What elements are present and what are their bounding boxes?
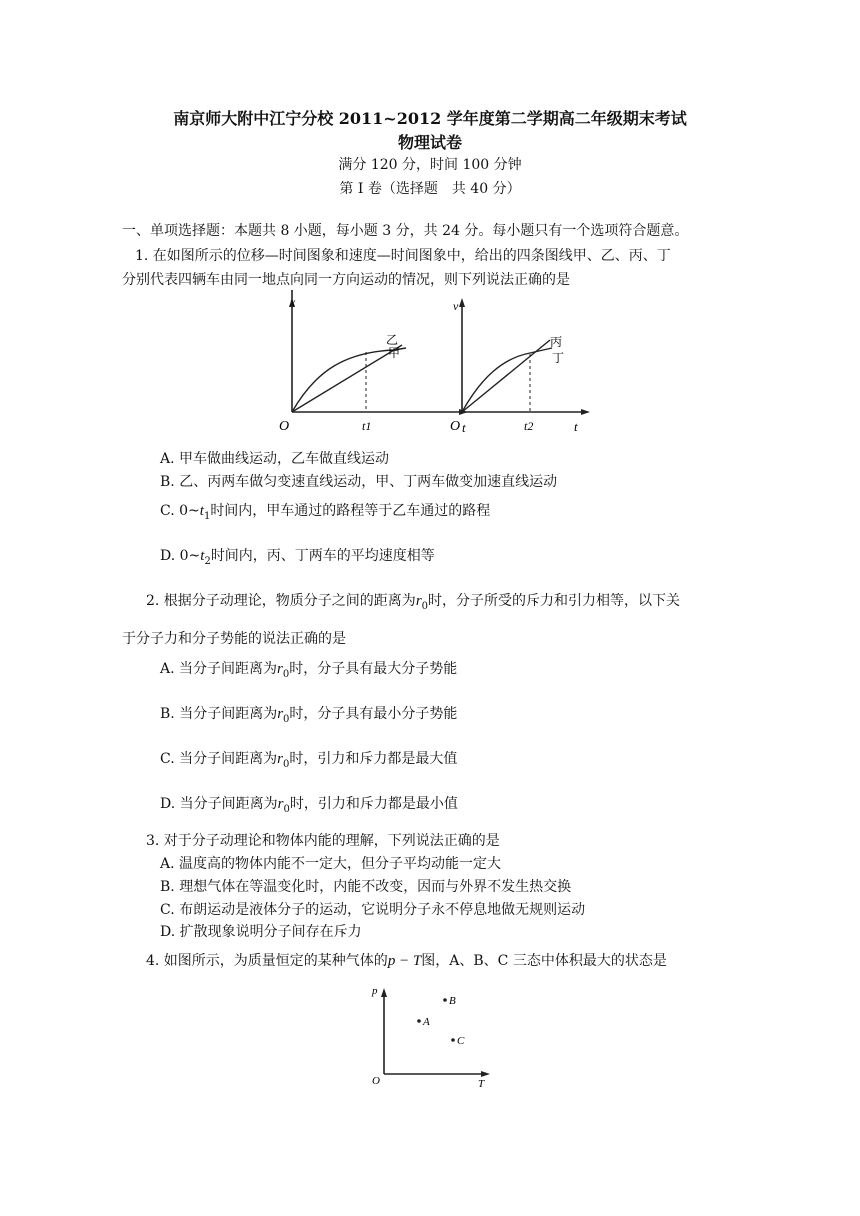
q1-option-c: C. $0\sim t_1$时间内，甲车通过的路程等于乙车通过的路程 (160, 503, 491, 522)
q3-stem: 3. 对于分子动理论和物体内能的理解，下列说法正确的是 (146, 833, 500, 849)
q1-stem-line2: 分别代表四辆车由同一地点向同一方向运动的情况，则下列说法正确的是 (122, 272, 570, 288)
q4-x-arrow (481, 1071, 490, 1077)
q1-xt-label-yi: 乙 (386, 333, 399, 347)
q1-vt-graph (446, 290, 646, 440)
q3-option-b: B. 理想气体在等温变化时，内能不改变，因而与外界不发生热交换 (160, 879, 572, 895)
q1-vt-origin: O (450, 419, 461, 434)
q1-vt-x-arrow (581, 409, 590, 415)
q1-vt-tick: t2 (524, 419, 534, 433)
q1-vt-label-ding: 丁 (552, 351, 565, 365)
q1-xt-tick: t1 (362, 419, 372, 433)
q4-point-c-label: C (457, 1035, 465, 1047)
part-heading: 第 I 卷（选择题 共 40 分） (339, 181, 521, 197)
q4-y-label: p (372, 985, 378, 997)
q1-option-d: D. $0\sim t_2$时间内，丙、丁两车的平均速度相等 (160, 548, 435, 567)
q2-option-a: A. 当分子间距离为$r_0$时，分子具有最大分子势能 (160, 661, 458, 680)
q4-point-a-label: A (423, 1016, 430, 1028)
q1-xt-label-jia: 甲 (388, 346, 401, 360)
q4-stem: 4. 如图所示，为质量恒定的某种气体的p − T图，A、B、C 三态中体积最大的状态是 (146, 953, 667, 969)
q4-origin: O (372, 1075, 380, 1087)
q2-option-d: D. 当分子间距离为$r_0$时，引力和斥力都是最小值 (160, 796, 458, 815)
q1-xt-origin: O (279, 419, 290, 434)
q3-option-d: D. 扩散现象说明分子间存在斥力 (160, 924, 362, 940)
q4-x-label: T (478, 1078, 485, 1090)
q4-pt-graph (366, 980, 506, 1090)
q2-option-c: C. 当分子间距离为$r_0$时，引力和斥力都是最大值 (160, 751, 458, 770)
paper-title: 南京师大附中江宁分校 2011~2012 学年度第二学期高二年级期末考试 (173, 109, 687, 128)
q4-point-b-label: B (449, 995, 456, 1007)
q4-point-a-dot (417, 1019, 421, 1023)
q1-xt-line-yi (292, 350, 394, 412)
q1-vt-curve-ding (462, 348, 552, 412)
q2-option-b: B. 当分子间距离为$r_0$时，分子具有最小分子势能 (160, 706, 458, 725)
q1-vt-y-label: v (453, 299, 459, 313)
q3-option-c: C. 布朗运动是液体分子的运动，它说明分子永不停息地做无规则运动 (160, 902, 586, 918)
q2-stem-line2: 于分子力和分子势能的说法正确的是 (122, 631, 346, 647)
section-heading: 一、单项选择题：本题共 8 小题，每小题 3 分，共 24 分。每小题只有一个选项符合题意。 (122, 223, 689, 239)
q1-vt-label-bing: 丙 (550, 335, 563, 349)
score-time: 满分 120 分，时间 100 分钟 (338, 157, 522, 173)
q4-point-c-dot (451, 1038, 455, 1042)
q2-stem-line1: 2. 根据分子动理论，物质分子之间的距离为$r_0$时，分子所受的斥力和引力相等，以下关 (146, 593, 681, 612)
q1-vt-x-label: t (574, 419, 578, 434)
q1-option-a: A. 甲车做曲线运动，乙车做直线运动 (160, 451, 390, 467)
q1-stem-line1: 1. 在如图所示的位移—时间图象和速度—时间图象中，给出的四条图线甲、乙、丙、丁 (135, 248, 671, 264)
q1-vt-y-arrow (459, 298, 465, 307)
q4-point-b-dot (443, 998, 447, 1002)
q1-xt-x-label: t (462, 420, 466, 435)
q3-option-a: A. 温度高的物体内能不一定大，但分子平均动能一定大 (160, 856, 502, 872)
q4-y-arrow (381, 988, 387, 997)
q1-xt-y-label: x (290, 295, 296, 309)
paper-subtitle: 物理试卷 (397, 133, 462, 152)
q1-option-b: B. 乙、丙两车做匀变速直线运动，甲、丁两车做变加速直线运动 (160, 474, 558, 490)
